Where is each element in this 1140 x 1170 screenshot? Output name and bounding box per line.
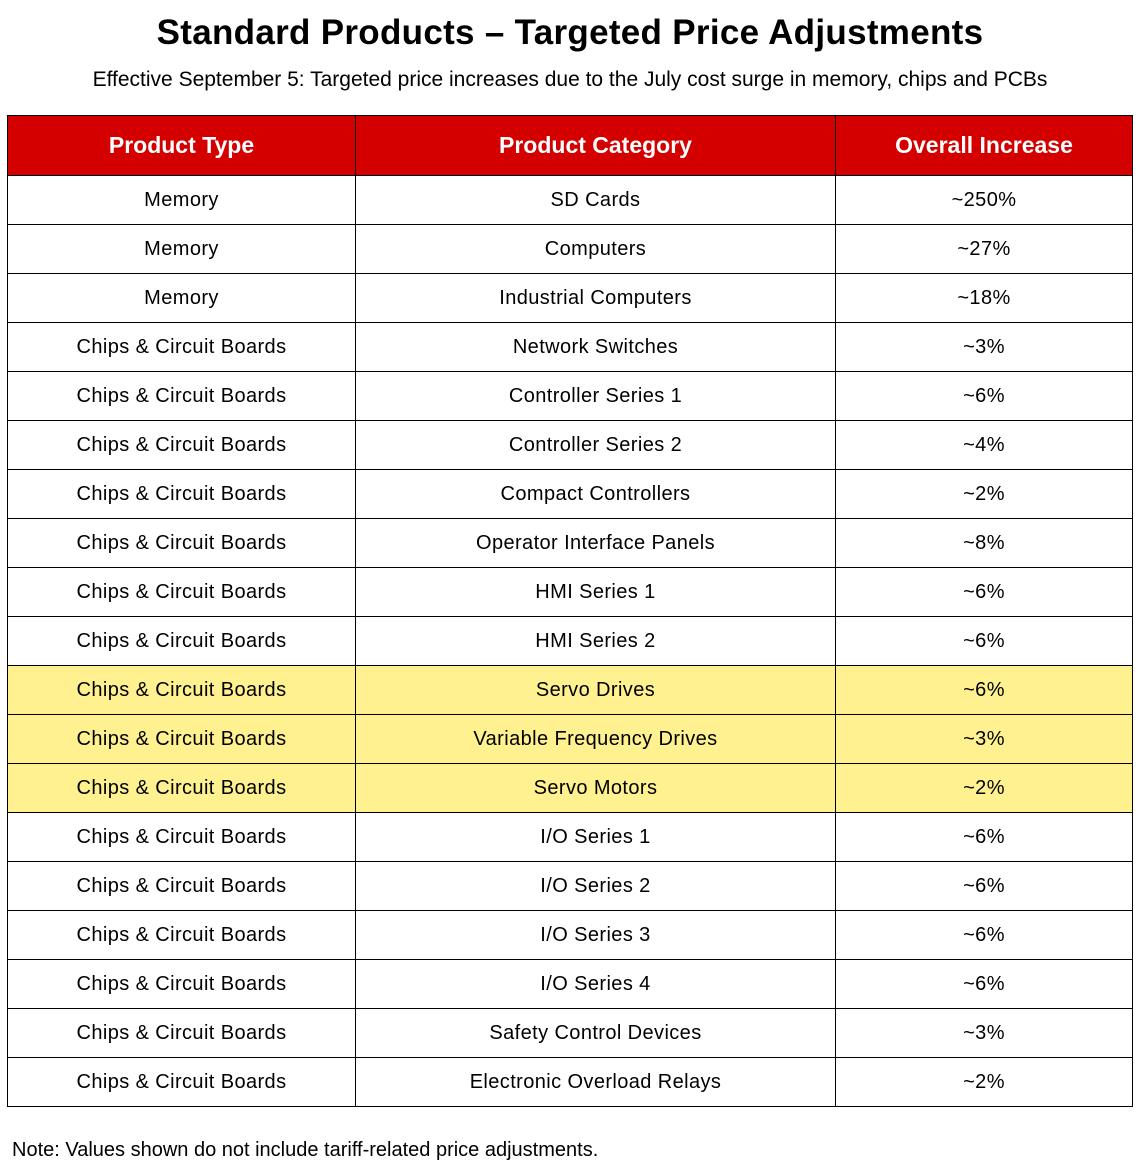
cell-product-category: Servo Drives bbox=[356, 666, 836, 715]
cell-product-category: I/O Series 1 bbox=[356, 813, 836, 862]
price-adjustment-table bbox=[7, 115, 1133, 1107]
cell-product-type: Chips & Circuit Boards bbox=[8, 323, 356, 372]
cell-product-type: Memory bbox=[8, 274, 356, 323]
table-header-row bbox=[8, 116, 1133, 176]
table-row bbox=[8, 225, 1133, 274]
cell-overall-increase: ~18% bbox=[836, 274, 1133, 323]
cell-overall-increase: ~6% bbox=[836, 911, 1133, 960]
cell-product-type: Chips & Circuit Boards bbox=[8, 862, 356, 911]
cell-product-category: Servo Motors bbox=[356, 764, 836, 813]
footnote: Note: Values shown do not include tariff-related price adjustments. bbox=[12, 1139, 599, 1161]
cell-product-type: Chips & Circuit Boards bbox=[8, 519, 356, 568]
cell-product-type: Chips & Circuit Boards bbox=[8, 960, 356, 1009]
table-row bbox=[8, 715, 1133, 764]
cell-overall-increase: ~6% bbox=[836, 960, 1133, 1009]
cell-product-type: Chips & Circuit Boards bbox=[8, 764, 356, 813]
table-row bbox=[8, 323, 1133, 372]
table-row bbox=[8, 519, 1133, 568]
table-row bbox=[8, 813, 1133, 862]
cell-overall-increase: ~6% bbox=[836, 813, 1133, 862]
header-product-category: Product Category bbox=[356, 116, 836, 176]
cell-overall-increase: ~3% bbox=[836, 1009, 1133, 1058]
cell-product-category: SD Cards bbox=[356, 176, 836, 225]
cell-overall-increase: ~2% bbox=[836, 470, 1133, 519]
page-subtitle: Effective September 5: Targeted price increases due to the July cost surge in memory, chips and PCBs bbox=[92, 68, 1048, 91]
cell-product-category: Controller Series 2 bbox=[356, 421, 836, 470]
table-row bbox=[8, 666, 1133, 715]
cell-product-category: Industrial Computers bbox=[356, 274, 836, 323]
cell-overall-increase: ~8% bbox=[836, 519, 1133, 568]
table-row bbox=[8, 1058, 1133, 1107]
cell-product-type: Memory bbox=[8, 225, 356, 274]
table-row bbox=[8, 764, 1133, 813]
cell-overall-increase: ~3% bbox=[836, 323, 1133, 372]
cell-overall-increase: ~27% bbox=[836, 225, 1133, 274]
cell-product-type: Chips & Circuit Boards bbox=[8, 470, 356, 519]
cell-product-type: Chips & Circuit Boards bbox=[8, 1009, 356, 1058]
cell-product-category: I/O Series 3 bbox=[356, 911, 836, 960]
cell-product-type: Chips & Circuit Boards bbox=[8, 715, 356, 764]
table-row bbox=[8, 862, 1133, 911]
cell-overall-increase: ~6% bbox=[836, 666, 1133, 715]
cell-overall-increase: ~2% bbox=[836, 764, 1133, 813]
cell-overall-increase: ~6% bbox=[836, 862, 1133, 911]
cell-product-category: Operator Interface Panels bbox=[356, 519, 836, 568]
cell-product-category: Variable Frequency Drives bbox=[356, 715, 836, 764]
table-row bbox=[8, 1009, 1133, 1058]
cell-overall-increase: ~250% bbox=[836, 176, 1133, 225]
cell-overall-increase: ~4% bbox=[836, 421, 1133, 470]
cell-product-type: Chips & Circuit Boards bbox=[8, 813, 356, 862]
table-row bbox=[8, 274, 1133, 323]
cell-overall-increase: ~6% bbox=[836, 617, 1133, 666]
cell-overall-increase: ~6% bbox=[836, 372, 1133, 421]
cell-product-category: Network Switches bbox=[356, 323, 836, 372]
cell-overall-increase: ~6% bbox=[836, 568, 1133, 617]
cell-product-category: HMI Series 2 bbox=[356, 617, 836, 666]
cell-product-category: Compact Controllers bbox=[356, 470, 836, 519]
cell-product-category: HMI Series 1 bbox=[356, 568, 836, 617]
cell-overall-increase: ~2% bbox=[836, 1058, 1133, 1107]
cell-product-type: Chips & Circuit Boards bbox=[8, 617, 356, 666]
cell-product-type: Chips & Circuit Boards bbox=[8, 1058, 356, 1107]
table-row bbox=[8, 960, 1133, 1009]
cell-product-type: Chips & Circuit Boards bbox=[8, 911, 356, 960]
table-body bbox=[8, 176, 1133, 1107]
cell-product-category: Electronic Overload Relays bbox=[356, 1058, 836, 1107]
table-row bbox=[8, 372, 1133, 421]
cell-product-category: I/O Series 2 bbox=[356, 862, 836, 911]
cell-product-category: I/O Series 4 bbox=[356, 960, 836, 1009]
header-product-type: Product Type bbox=[8, 116, 356, 176]
cell-product-type: Chips & Circuit Boards bbox=[8, 372, 356, 421]
cell-product-category: Computers bbox=[356, 225, 836, 274]
table-row bbox=[8, 421, 1133, 470]
page-title: Standard Products – Targeted Price Adjustments bbox=[156, 13, 984, 52]
cell-product-type: Chips & Circuit Boards bbox=[8, 666, 356, 715]
table-row bbox=[8, 176, 1133, 225]
table-row bbox=[8, 617, 1133, 666]
table-row bbox=[8, 568, 1133, 617]
cell-product-type: Memory bbox=[8, 176, 356, 225]
cell-product-category: Safety Control Devices bbox=[356, 1009, 836, 1058]
cell-product-type: Chips & Circuit Boards bbox=[8, 421, 356, 470]
cell-product-category: Controller Series 1 bbox=[356, 372, 836, 421]
table-row bbox=[8, 470, 1133, 519]
cell-overall-increase: ~3% bbox=[836, 715, 1133, 764]
cell-product-type: Chips & Circuit Boards bbox=[8, 568, 356, 617]
header-overall-increase: Overall Increase bbox=[836, 116, 1133, 176]
table-row bbox=[8, 911, 1133, 960]
